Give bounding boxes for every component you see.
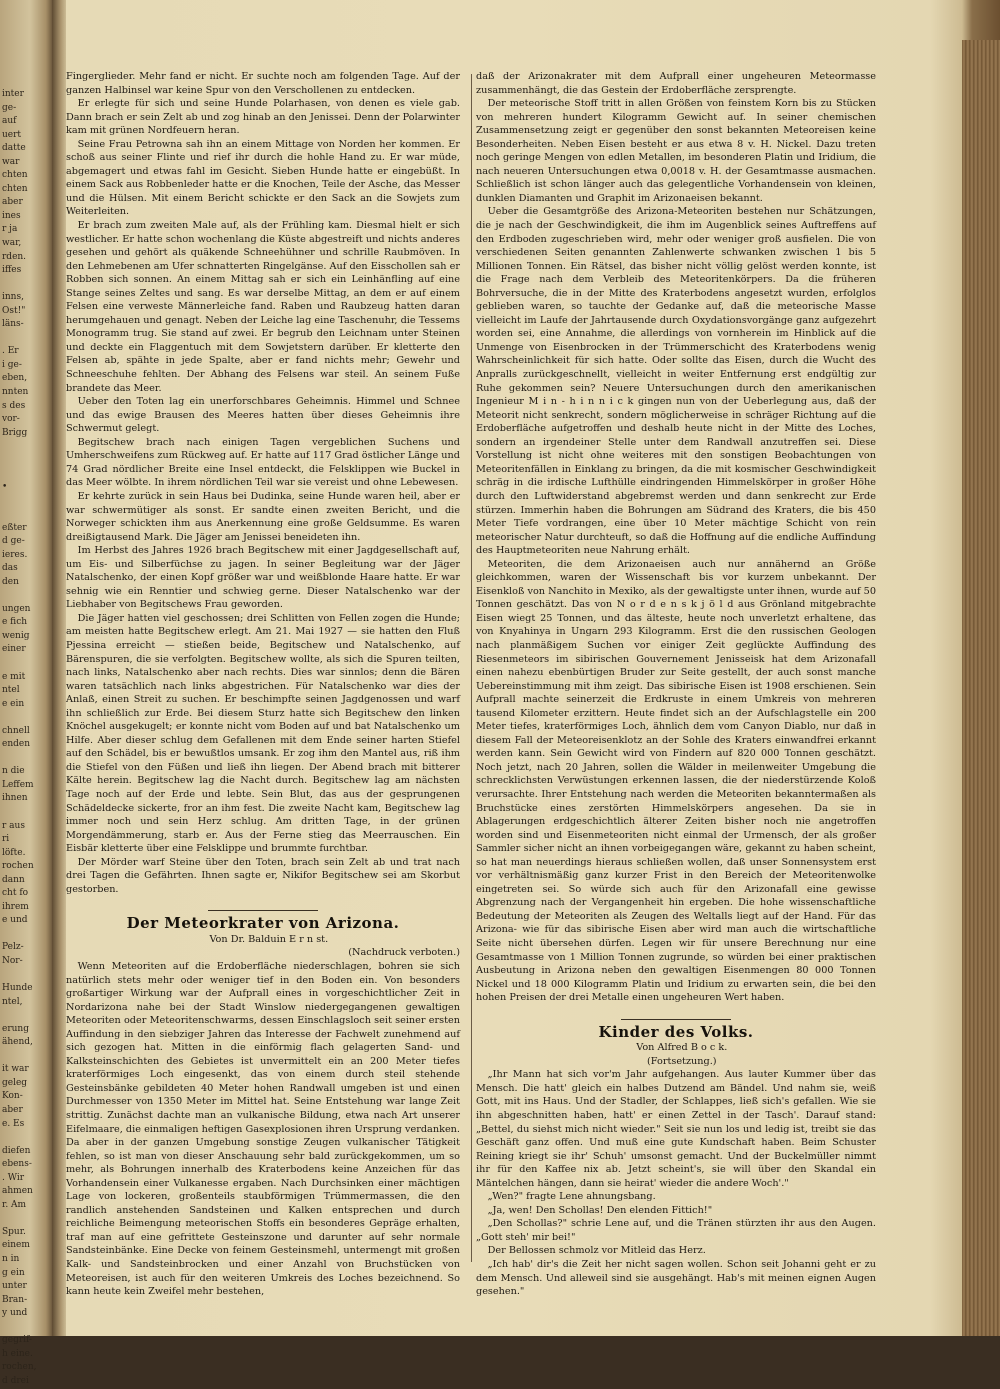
facing-page-fragment xyxy=(0,0,52,1386)
continuation-note: (Fortsetzung.) xyxy=(647,1055,717,1067)
page-stack-edge xyxy=(962,40,1000,1336)
newspaper-page xyxy=(66,70,966,1336)
left-column xyxy=(66,70,460,1299)
article-byline: Von Dr. Balduin E r n st. xyxy=(209,933,329,945)
column-rule xyxy=(471,74,472,1262)
article-paragraph: Meteoriten, die dem Arizonaeisen auch nur annähernd an Größe gleichkommen, waren der Wissenschaft bis vor kurzem unbekannt. Der Eisenkloß von Nanchito in Mexiko, als der gewaltigste unter ihnen, wurde auf 50 Tonnen geschätzt. Das von N o r d e n s k j ö l d aus Grönland mitgebrachte Eisen wiegt 25 Tonnen, und das älteste, heute noch unverletzt erhaltene, das von Knyahinya in Ungarn 293 Kilogramm. Erst die den russischen Geologen nach planmäßigem Suchen vor einiger Zeit geglückte Auffindung des Riesenmeteors im sibirischen Gouvernement Jenisseisk hat dem Arizonafall einen nahezu ebenbürtigen Bruder zur Seite gestellt, der auch sonst manche Uebereinstimmung mit ihm zeigt. Das sibirische Eisen ist 1908 erschienen. Sein Aufprall machte seinerzeit die Erdkruste in einem Umkreis von mehreren tausend Kilometer erzittern. Heute findet sich an der Aufschlagstelle ein 200 Meter tiefes, kraterförmiges Loch, ähnlich dem vom Canyon Diablo, nur daß in diesem Fall der Meteoreisenklotz an der Sohle des Kraters einwandfrei erkannt werden kann. Sein Gewicht wird von Findern auf 820 000 Tonnen geschätzt. Noch jetzt, nach 20 Jahren, sollen die Wälder in meilenweiter Umgebung die schrecklichsten Verwüstungen erkennen lassen, die der niederstürzende Koloß verursachte. Ihrer Entstehung nach werden die Meteoriten bekanntermaßen als Bruchstücke eines zerstörten Himmelskörpers angesehen. Da sie in Ablagerungen erdgeschichtlich älterer Zeiten bisher noch nie angetroffen worden sind und Eisenmeteoriten nicht einmal der Urmensch, der als großer Sammler sicher nicht an ihnen vorbeigegangen wäre, gekannt zu haben scheint, so hat man neuerdings hieraus schließen wollen, daß unser Sonnensystem erst vor verhältnismäßig ganz kurzer Frist in den Bereich der Meteoritenwolke eingetreten sei. So würde sich auch für den Arizonafall eine gewisse Abgrenzung nach der Vergangenheit hin ergeben. Die hohe wissenschaftliche Bedeutung der Meteoriten als Zeugen des Weltalls liegt auf der Hand. Für das Arizona- wie für das sibirische Eisen aber wird man auch die wirtschaftliche Seite nicht übersehen dürfen. Legen wir für unsere Berechnung nur eine Gesamtmasse von 1 Million Tonnen zugrunde, so würden bei einer praktischen Ausbeutung in Arizona neben den gewaltigen Eisenmengen 80 000 Tonnen Nickel und 18 000 Kilogramm Platin und Iridium zu erwarten sein, die bei den hohen Preisen der drei Metalle einen ungeheuren Wert haben. xyxy=(476,558,876,1004)
story-paragraph: „Ihr Mann hat sich vor'm Jahr aufgehangen. Aus lauter Kummer über das Mensch. Die hatt' gleich ein halbes Dutzend am Bändel. Und nahm sie, weiß Gott, mit ins Haus. Und der Stadler, der Schlappes, ließ sich's gefallen. Wie sie ihn abgeschnitten haben, hatt' er einen Zettel in der Tasch'. Darauf stand: „Bettel, du siehst mich nicht wieder." Seit sie nun los und ledig ist, treibt sie das Geschäft ganz offen. Und muß eine gute Kundschaft haben. Beim Schuster Reining kriegt sie ihr' Schuh' umsonst gemacht. Und der Buckelmüller nimmt ihr für den Kaffee nix ab. Jetzt scheint's, sie will über den Skandal ein Mäntelchen hängen, dann sie heirat' wieder die andere Woch'." xyxy=(476,1069,876,1189)
story-paragraph: Im Herbst des Jahres 1926 brach Begitschew mit einer Jagdgesellschaft auf, um Eis- und Silberfüchse zu jagen. In seiner Begleitung war der Jäger Natalschenko, der einen Kopf größer war und weißblonde Haare hatte. Er war sehnig wie ein Renntier und schwieg gerne. Dieser Natalschenko war der Liebhaber von Begitschews Frau geworden. xyxy=(66,545,460,611)
story-paragraph: Er kehrte zurück in sein Haus bei Dudinka, seine Hunde waren heil, aber er war schwermütiger als sonst. Er sandte einen zweiten Bericht, und die Norweger schickten ihm aus Anerkennung eine große Geldsumme. Es waren dreißigtausend Mark. Die Jäger am Jenissei beneideten ihn. xyxy=(66,490,460,543)
story-paragraph: „Ich hab' dir's die Zeit her nicht sagen wollen. Schon seit Johanni geht er zu dem Mensch. Und alleweil sind sie ausgehängt. Hab's mit meinen eignen Augen gesehen." xyxy=(476,1259,876,1298)
article-paragraph: Ueber die Gesamtgröße des Arizona-Meteoriten bestehen nur Schätzungen, die je nach der Geschwindigkeit, die ihm im Augenblick seines Auftreffens auf den Erdboden zugeschrieben wird, mehr oder weniger groß ausfielen. Die von verschiedenen Seiten genannten Zahlenwerte schwanken zwischen 1 bis 5 Millionen Tonnen. Ein Rätsel, das bisher nicht völlig gelöst werden konnte, ist die Frage nach dem Verbleib des Meteoritenkörpers. Da die früheren Bohrversuche, die in der Mitte des Kraterbodens angesetzt wurden, erfolglos geblieben waren, so tauchte der Gedanke auf, daß die meteorische Masse vielleicht im Laufe der Jahrtausende durch Oxydationsvorgänge ganz aufgezehrt worden sei, eine Annahme, die allerdings von vornherein im Hinblick auf die Unmenge von Eisenbrocken in der Trümmerschicht des Kraterbodens wenig Wahrscheinlichkeit für sich hatte. Oder sollte das Eisen, durch die Wucht des Anpralls zurückgeschnellt, vielleicht in weiter Entfernung erst endgültig zur Ruhe gekommen sein? Neuere Untersuchungen durch den amerikanischen Ingenieur M i n - h i n n i c k gingen nun von der Ueberlegung aus, daß der Meteorit nicht senkrecht, sondern möglicherweise in schräger Richtung auf die Erdoberfläche aufgetroffen und deshalb heute nicht in der Mitte des Loches, sondern an irgendeiner Stelle unter dem Randwall anzutreffen sei. Diese Vorstellung ist nicht ohne weiteres mit den sonstigen Beobachtungen von Meteoritenfällen in Einklang zu bringen, da die mit kosmischer Geschwindigkeit schräg in die irdische Lufthülle eindringenden Himmelskörper in großer Höhe durch den Luftwiderstand abgebremst werden und dann senkrecht zur Erde stürzen. Immerhin haben die Bohrungen am Südrand des Kraters, die bis 450 Meter Tiefe vordrangen, eine über 10 Meter mächtige Schicht von rein meteorischer Natur durchteuft, so daß die Hoffnung auf die endliche Auffindung des Hauptmeteoriten neue Nahrung erhält. xyxy=(476,206,876,557)
section-separator xyxy=(621,1019,731,1020)
story-paragraph: Seine Frau Petrowna sah ihn an einem Mittage von Norden her kommen. Er schoß aus seiner Flinte und rief ihr durch die hohle Hand zu. Er war müde, abgemagert und etwas fahl im Gesicht. Sieben Hunde hatte er eingebüßt. In einem Sack aus Robbenleder hatte er die Knochen, Teile der Asche, das Messer und die Hülsen. Mit einem Bericht schickte er den Sack an die Sowjets zum Weiterleiten. xyxy=(66,138,460,218)
facing-page-text: inter ge- auf uert datte war chten chten aber ines r ja war, rden. iffes inns, Ost!" läns- . Er i ge- eben, nnten s des vor- Brigg • eßter d ge- ieres. das den ungen e fich wenig einer e mit ntel e ein chnell enden n die Leffem ihnen r aus ri löfte. rochen dann cht fo ihrem e und Pelz- Nor- Hunde ntel, erung ähend, it war geleg Kon- aber e. Es diefen ebens- . Wir ahmen r. Am Spur. einem n in g ein unter Bran- y und gegrif- h eine. rochen, d drei xyxy=(2,89,37,1386)
article-paragraph: Wenn Meteoriten auf die Erdoberfläche niederschlagen, bohren sie sich natürlich stets mehr oder weniger tief in den Boden ein. Von besonders großartiger Wirkung war der Aufprall eines in vorgeschichtlicher Zeit in Nordarizona nahe bei der Stadt Winslow niedergegangenen gewaltigen Meteoriten oder Meteoritenschwarms, dessen Einschlagsloch seit seiner ersten Auffindung in den siebziger Jahren das Interesse der Fachwelt zunehmend auf sich gezogen hat. Mitten in die einförmig flach gelagerten Sand- und Kalksteinschichten des Gebietes ist unvermittelt ein an 200 Meter tiefes kraterförmiges Loch eingesenkt, das von einem durch steil stehende Gesteinsbänke gebildeten 40 Meter hohen Randwall umgeben ist und einen Durchmesser von 1350 Meter im Mittel hat. Seine Entstehung war lange Zeit strittig. Zunächst dachte man an vulkanische Bildung, etwa nach Art unserer Eifelmaare, die einmaligen heftigen Gasexplosionen ihren Ursprung verdanken. Da aber in der ganzen Umgebung sonstige Zeugen vulkanischer Tätigkeit fehlen, so ist man von dieser Anschauung sehr bald zurückgekommen, um so mehr, als Bohrungen innerhalb des Kraterbodens keine Anzeichen für das Vorhandensein einer Vulkanesse ergaben. Nach Durchsinken einer mächtigen Lage von lockeren, großenteils staubförmigen Trümmermassen, die den randlich anstehenden Sandsteinen und Kalken entsprechen und durch reichliche Beimengung meteorischen Stoffs ein besonderes Gepräge erhalten, traf man auf eine gefrittete Gesteinszone und darunter auf sehr normale Sandsteinbänke. Eine Decke von feinem Gesteinsmehl, untermengt mit großen Kalk- und Sandsteinbrocken und einer Anzahl von Bruchstücken von Meteoreisen, ist auch für den weiteren Umkreis des Loches bezeichnend. So kann heute kein Zweifel mehr bestehen, xyxy=(66,961,460,1298)
right-column xyxy=(476,70,876,1299)
story-paragraph: „Ja, wen! Den Schollas! Den elenden Fittich!" xyxy=(487,1204,713,1216)
article-title: Der Meteorkrater von Arizona. xyxy=(126,914,400,933)
story-paragraph: Begitschew brach nach einigen Tagen vergeblichen Suchens und Umherschweifens zum Rückweg auf. Er hatte auf 117 Grad östlicher Länge und 74 Grad nördlicher Breite eine Insel entdeckt, die Felsklippen wie Buckel in das Meer wölbte. In ihrem nördlichen Teil war sie vereist und ohne Lebewesen. xyxy=(66,436,460,489)
story-paragraph: Er erlegte für sich und seine Hunde Polarhasen, von denen es viele gab. Dann brach er sein Zelt ab und zog hinab an den Jenissei. Denn der Polarwinter kam mit grünen Nordfeuern heran. xyxy=(66,98,460,137)
book-gutter xyxy=(52,0,66,1336)
article-paragraph: daß der Arizonakrater mit dem Aufprall einer ungeheuren Meteormasse zusammenhängt, die das Gestein der Erdoberfläche zersprengte. xyxy=(476,71,876,96)
story-byline: Von Alfred B o c k. xyxy=(636,1042,728,1054)
story-paragraph: Fingerglieder. Mehr fand er nicht. Er suchte noch am folgenden Tage. Auf der ganzen Halbinsel war keine Spur von den Verschollenen zu entdecken. xyxy=(66,71,460,96)
story-paragraph: Der Mörder warf Steine über den Toten, brach sein Zelt ab und trat nach drei Tagen die Gefährten. Ihnen sagte er, Nikifor Begitschew sei am Skorbut gestorben. xyxy=(66,856,460,895)
story-paragraph: Ueber den Toten lag ein unerforschbares Geheimnis. Himmel und Schnee und das ewige Brausen des Meeres hatten über dieses Geheimnis ihre Schwermut gelegt. xyxy=(66,396,460,435)
story-paragraph: „Den Schollas?" schrie Lene auf, und die Tränen stürzten ihr aus den Augen. „Gott steh' mir bei!" xyxy=(476,1218,876,1243)
story-title: Kinder des Volks. xyxy=(598,1022,754,1041)
article-paragraph: Der meteorische Stoff tritt in allen Größen von feinstem Korn bis zu Stücken von mehreren hundert Kilogramm Gewicht auf. In seiner chemischen Zusammensetzung zeigt er gegenüber den sonst bekannten Meteoreisen keine Besonderheiten. Neben Eisen besteht er aus etwa 8 v. H. Nickel. Dazu treten noch geringe Mengen von edlen Metallen, im besonderen Platin und Iridium, die nach neueren Untersuchungen etwa 0,0018 v. H. der Gesamtmasse ausmachen. Schließlich ist schon länger auch das gelegentliche Vorhandensein von kleinen, dunklen Diamanten und Graphit im Arizonaeisen bekannt. xyxy=(476,98,876,204)
story-paragraph: Die Jäger hatten viel geschossen; drei Schlitten von Fellen zogen die Hunde; am meisten hatte Begitschew erlegt. Am 21. Mai 1927 — sie hatten den Fluß Pjessina erreicht — stießen beide, Begitschew und Natalschenko, auf Bärenspuren, die sie verfolgten. Begitschew wollte, als sich die Spuren teilten, nach links, Natalschenko aber nach rechts. Dies war sinnlos; denn die Bären waren tatsächlich nach links abgestrichen. Für Natalschenko war dies der Anlaß, einen Streit zu suchen. Er beschimpfte seinen Jagdgenossen und warf ihn schließlich zur Erde. Bei diesem Sturz hatte sich Begitschew den linken Knöchel ausgekugelt; er konnte nicht vom Boden auf und bat Natalschenko um Hilfe. Aber dieser schlug dem Gefallenen mit dem Ende seiner harten Stiefel auf den Schädel, bis er bewußtlos umsank. Er zog ihm den Mantel aus, riß ihm die Stiefel von den Füßen und ließ ihn liegen. Der Abend brach mit bitterer Kälte herein. Begitschew lag die Nacht durch. Begitschew lag am nächsten Tage noch auf der Erde und lebte. Sein Blut, das aus der gesprungenen Schädeldecke sickerte, fror an ihm fest. Die zweite Nacht kam, Begitschew lag immer noch und sein Herz schlug. Am dritten Tage, in der grünen Morgendämmerung, starb er. Aus der Ferne stieg das Meerrauschen. Ein Eisbär kletterte über eine Felsklippe und brummte furchtbar. xyxy=(66,612,460,855)
section-separator xyxy=(208,910,318,911)
reprint-note: (Nachdruck verboten.) xyxy=(348,947,460,959)
story-paragraph: „Wen?" fragte Lene ahnungsbang. xyxy=(487,1191,656,1203)
story-paragraph: Der Bellossen schmolz vor Mitleid das Herz. xyxy=(487,1245,706,1257)
story-paragraph: Er brach zum zweiten Male auf, als der Frühling kam. Diesmal hielt er sich westlicher. Er hatte schon wochenlang die Küste abgestreift und nichts anderes gesehen und gehört als quäkende Schneehühner und schrille Raubmöven. In den Lehmebenen am Ufer schnatterten Ringelgänse. Auf den Eisschollen sah er Robben sich sonnen. An einem Mittag sah er sich ein Leinhänfling auf eine Stange seines Zeltes und sang. Es war derselbe Mittag, an dem er auf einem Felsen eine verweste Männerleiche fand. Raben und Raubzeug hatten daran herumgehauen und genagt. Neben der Leiche lag eine Taschenuhr, die Tessems Monogramm trug. Sie stand auf zwei. Er begrub den Leichnam unter Steinen und deckte ein Flaggentuch mit dem Sowjetstern darüber. Er kletterte den Felsen ab, spähte in jede Spalte, aber er fand nichts mehr; Gewehr und Schneeschuhe fehlten. Der Abhang des Felsens war steil. An seinem Fuße brandete das Meer. xyxy=(66,220,460,394)
